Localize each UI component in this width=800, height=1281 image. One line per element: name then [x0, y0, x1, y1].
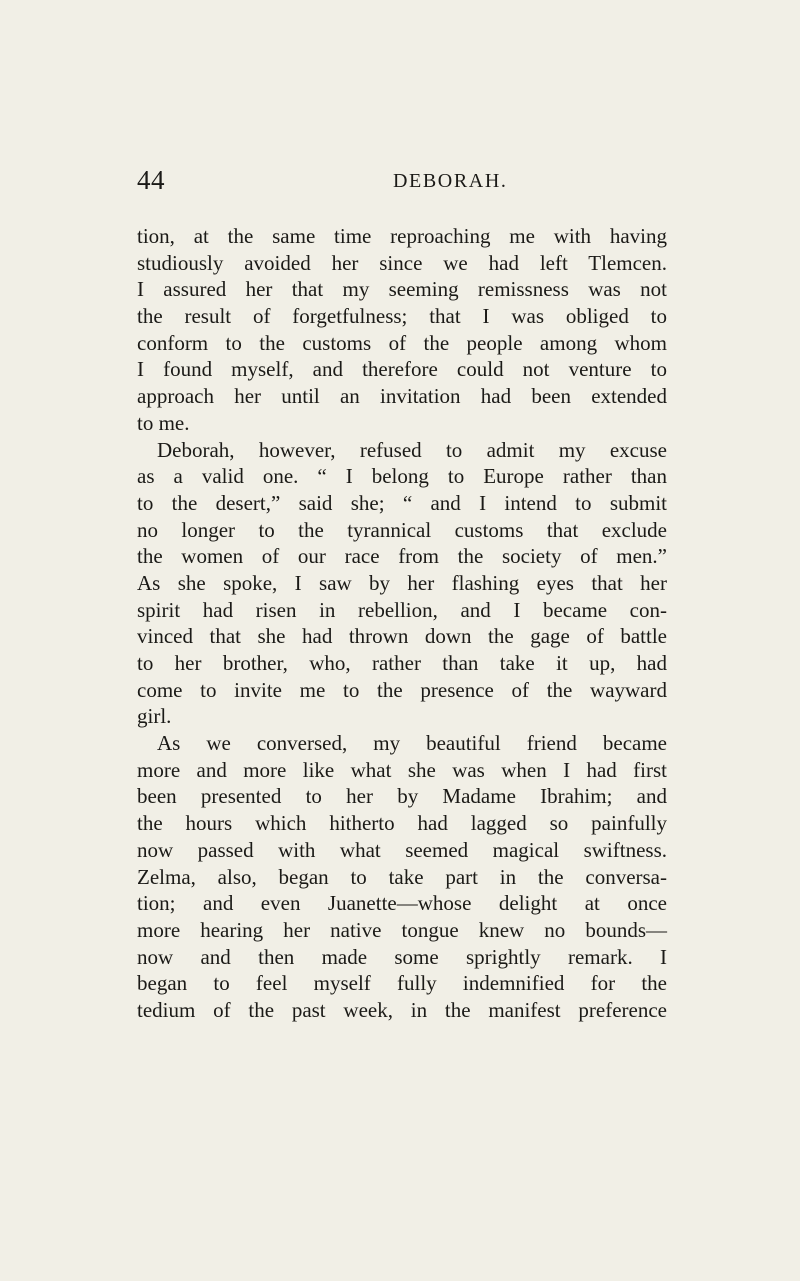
text-line: been presented to her by Madame Ibrahim; and	[137, 784, 667, 809]
text-line: As we conversed, my beautiful friend became	[157, 731, 667, 756]
page-header	[137, 165, 667, 195]
page-number: 44	[137, 165, 165, 195]
text-line: more and more like what she was when I had first	[137, 757, 667, 782]
text-line: the hours which hitherto had lagged so painfully	[137, 811, 667, 836]
text-line: to the desert,” said she; “ and I intend to submit	[137, 490, 667, 515]
text-line: conform to the customs of the people among whom	[137, 330, 667, 355]
text-line: come to invite me to the presence of the wayward	[137, 677, 667, 702]
text-line: approach her until an invitation had been extended	[137, 384, 667, 409]
text-line: tion, at the same time reproaching me with having	[137, 224, 667, 248]
running-head: DEBORAH.	[393, 170, 508, 192]
text-line: to her brother, who, rather than take it up, had	[137, 651, 667, 675]
text-line: no longer to the tyrannical customs that exclude	[137, 517, 667, 542]
body-text	[137, 223, 667, 1024]
text-line: Deborah, however, refused to admit my excuse	[157, 437, 667, 462]
text-line: vinced that she had thrown down the gage of battle	[137, 624, 667, 649]
text-line: I found myself, and therefore could not venture to	[137, 357, 667, 382]
text-line: now and then made some sprightly remark. I	[137, 944, 667, 969]
text-line: As she spoke, I saw by her flashing eyes that her	[137, 570, 667, 595]
text-line: Zelma, also, began to take part in the conversa-	[137, 864, 667, 889]
text-line: tedium of the past week, in the manifest preference	[137, 997, 667, 1022]
text-line: spirit had risen in rebellion, and I became con-	[137, 597, 667, 622]
text-line: now passed with what seemed magical swiftness.	[137, 837, 667, 862]
text-line: more hearing her native tongue knew no bounds—	[137, 917, 667, 942]
text-line: the result of forgetfulness; that I was obliged to	[137, 304, 667, 329]
text-line: girl.	[137, 704, 172, 729]
text-line: began to feel myself fully indemnified for the	[137, 971, 667, 996]
text-line: to me.	[137, 410, 190, 435]
text-line: as a valid one. “ I belong to Europe rather than	[137, 464, 667, 489]
text-line: studiously avoided her since we had left Tlemcen.	[137, 250, 667, 275]
text-line: I assured her that my seeming remissness was not	[137, 277, 667, 302]
text-line: tion; and even Juanette—whose delight at once	[137, 891, 667, 916]
text-line: the women of our race from the society of men.”	[137, 544, 667, 569]
